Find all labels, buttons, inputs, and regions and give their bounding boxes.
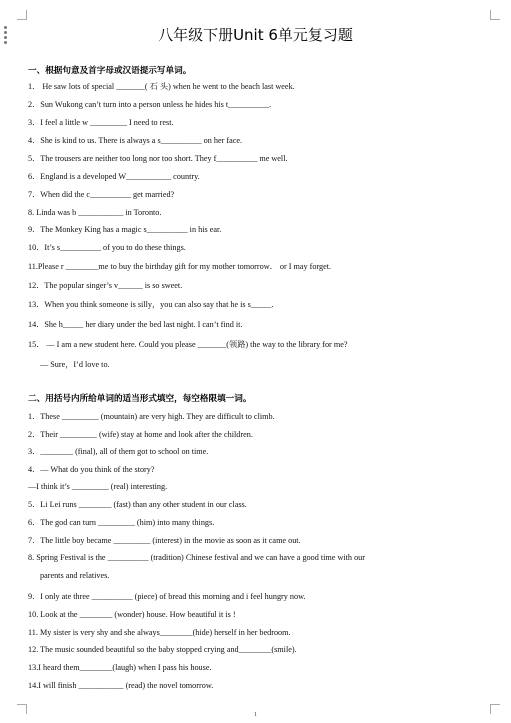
s1-question-15: 15． — I am a new student here. Could you please _______(领路) the way to the library for me? <box>28 340 348 349</box>
s2-question-2: 2．Their _________ (wife) stay at home and look after the children. <box>28 430 253 439</box>
s1-question-15-answer: — Sure，I’d love to. <box>40 360 110 369</box>
s1-question-3: 3．I feel a little w _________ I need to rest. <box>28 118 174 127</box>
s1-question-5: 5．The trousers are neither too long nor too short. They f__________ me well. <box>28 154 288 163</box>
s2-question-8: 8. Spring Festival is the __________ (tradition) Chinese festival and we can have a good time with our <box>28 553 365 562</box>
s1-question-13: 13．When you think someone is silly，you can also say that he is s_____. <box>28 300 274 309</box>
s2-question-6: 6．The god can turn _________ (him) into many things. <box>28 518 215 527</box>
crop-mark-top-right <box>490 10 500 20</box>
s1-question-7: 7．When did the c__________ get married? <box>28 190 175 199</box>
s2-question-11: 11. My sister is very shy and she always________(hide) herself in her bedroom. <box>28 628 291 637</box>
s2-question-12: 12. The music sounded beautiful so the baby stopped crying and________(smile). <box>28 645 297 654</box>
s2-question-8-cont: parents and relatives. <box>40 571 110 580</box>
s1-question-12: 12．The popular singer’s v______ is so sweet. <box>28 281 183 290</box>
s2-question-4: 4．— What do you think of the story? <box>28 465 155 474</box>
s2-question-4-answer: —I think it’s _________ (real) interesting. <box>28 482 168 491</box>
s2-question-3: 3．________ (final), all of them got to school on time. <box>28 447 209 456</box>
s2-question-13: 13.I heard them________(laugh) when I pass his house. <box>28 663 212 672</box>
page-number: 1 <box>254 712 257 718</box>
s2-question-1: 1．These _________ (mountain) are very high. They are difficult to climb. <box>28 412 275 421</box>
s1-question-2: 2．Sun Wukong can’t turn into a person unless he hides his t__________. <box>28 100 272 109</box>
s1-question-6: 6．England is a developed W___________ country. <box>28 172 200 181</box>
s2-question-5: 5．Li Lei runs ________ (fast) than any other student in our class. <box>28 500 247 509</box>
page-title: 八年级下册Unit 6单元复习题 <box>158 26 353 44</box>
s1-question-4: 4．She is kind to us. There is always a s__________ on her face. <box>28 136 243 145</box>
s1-question-8: 8. Linda was b ___________ in Toronto. <box>28 208 162 217</box>
s2-question-9: 9．I only ate three __________ (piece) of bread this morning and i feel hungry now. <box>28 592 306 601</box>
s2-question-7: 7．The little boy became _________ (interest) in the movie as soon as it came out. <box>28 536 301 545</box>
s1-question-14: 14．She h_____ her diary under the bed last night. I can’t find it. <box>28 320 243 329</box>
s1-question-1: 1． He saw lots of special _______( 石 头) when he went to the beach last week. <box>28 82 295 91</box>
s1-question-11: 11.Please r ________me to buy the birthday gift for my mother tomorrow． or I may forget. <box>28 262 332 271</box>
s2-question-14: 14.I will finish ___________ (read) the novel tomorrow. <box>28 681 214 690</box>
section-1-heading: 一、根据句意及首字母或汉语提示写单词。 <box>28 66 192 76</box>
s1-question-10: 10．It’s s__________ of you to do these things. <box>28 243 186 252</box>
section-2-heading: 二、用括号内所给单词的适当形式填空，每空格限填一词。 <box>28 394 252 404</box>
s2-question-10: 10. Look at the ________ (wonder) house. How beautiful it is ! <box>28 610 236 619</box>
s1-question-9: 9．The Monkey King has a magic s__________ in his ear. <box>28 225 222 234</box>
crop-mark-top-left <box>17 10 27 20</box>
